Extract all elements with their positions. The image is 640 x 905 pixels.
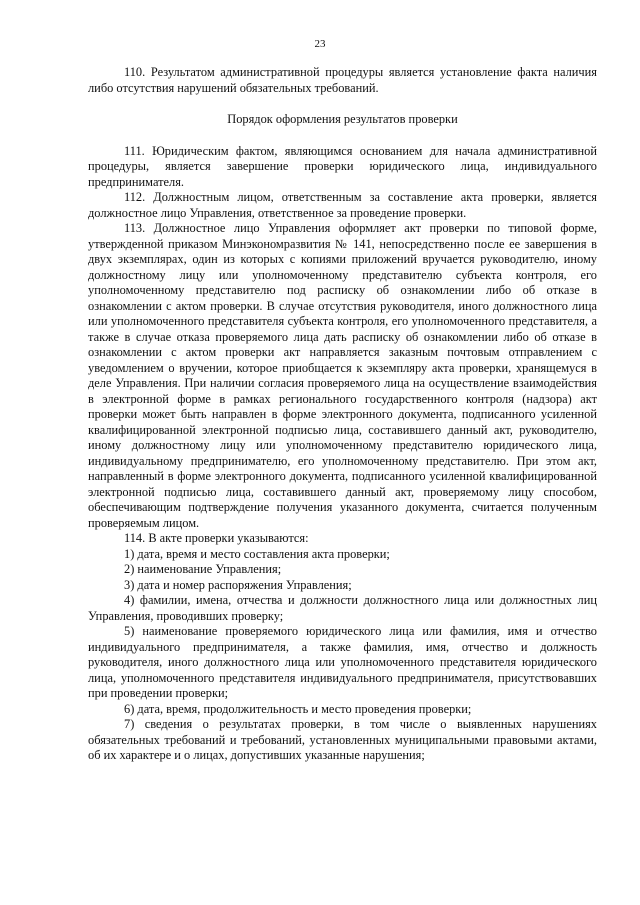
paragraph-111: 111. Юридическим фактом, являющимся основанием для начала административной процедуры, является завершение проверки юридического лица, индивидуального предпринимателя. bbox=[88, 143, 597, 189]
list-item-6: 6) дата, время, продолжительность и место проведения проверки; bbox=[124, 701, 472, 716]
list-item-5: 5) наименование проверяемого юридического лица или фамилия, имя и отчество индивидуального предпринимателя, а также фамилия, имя, отчество и должность руководителя, иного должностного лица или уполномоченного представителя юридического лица, уполномоченного представителя индивидуального предпринимателя, присутствовавших при проведении проверки; bbox=[88, 624, 597, 700]
list-item-3: 3) дата и номер распоряжения Управления; bbox=[124, 577, 352, 592]
page-number: 23 bbox=[314, 38, 326, 50]
page-content bbox=[88, 65, 597, 764]
paragraph-113: 113. Должностное лицо Управления оформляет акт проверки по типовой форме, утвержденной приказом Минэкономразвития № 141, непосредственно после ее завершения в двух экземплярах, один из которых с копиями приложений вручается руководителю, иному должностному лицу или уполномоченному представителю субъекта контроля, его уполномоченному представителю под расписку об ознакомлении либо об отказе в ознакомлении с актом проверки. В случае отсутствия руководителя, иного должностного лица или уполномоченного представителя субъекта контроля, его уполномоченного представителя, а также в случае отказа проверяемого лица дать расписку об ознакомлении либо об отказе в ознакомлении с актом проверки акт направляется заказным почтовым отправлением с уведомлением о вручении, которое приобщается к экземпляру акта проверки, хранящемуся в деле Управления. При наличии согласия проверяемого лица на осуществление взаимодействия в электронной форме в рамках регионального государственного контроля (надзора) акт проверки может быть направлен в форме электронного документа, подписанного усиленной квалифицированной электронной подписью лица, составившего данный акт, руководителю, иному должностному лицу или уполномоченному представителю юридического лица, индивидуальному предпринимателю, его уполномоченному представителю. При этом акт, направленный в форме электронного документа, подписанного усиленной квалифицированной электронной подписью лица, составившего данный акт, проверяемому лицу способом, обеспечивающим подтверждение получения указанного документа, считается полученным проверяемым лицом. bbox=[88, 221, 597, 530]
paragraph-114: 114. В акте проверки указываются: bbox=[124, 531, 309, 545]
section-heading: Порядок оформления результатов проверки bbox=[227, 112, 458, 126]
list-item-1: 1) дата, время и место составления акта проверки; bbox=[124, 546, 390, 561]
list-item-7: 7) сведения о результатах проверки, в том числе о выявленных нарушениях обязательных требований и требований, установленных муниципальными правовыми актами, об их характере и о лицах, допустивших указанные нарушения; bbox=[88, 717, 597, 762]
list-item-4: 4) фамилии, имена, отчества и должности должностного лица или должностных лиц Управления, проводивших проверку; bbox=[88, 593, 597, 623]
paragraph-112: 112. Должностным лицом, ответственным за составление акта проверки, является должностное лицо Управления, ответственное за проведение проверки. bbox=[88, 190, 597, 220]
paragraph-110: 110. Результатом административной процедуры является установление факта наличия либо отсутствия нарушений обязательных требований. bbox=[88, 65, 597, 95]
list-item-2: 2) наименование Управления; bbox=[124, 562, 282, 576]
